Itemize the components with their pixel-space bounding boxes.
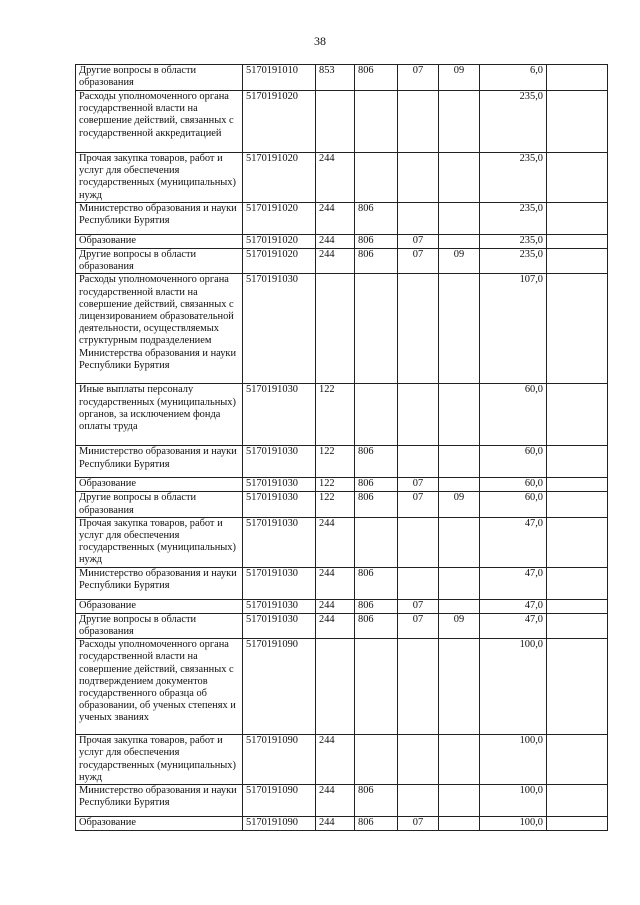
expense-type-cell: 244 bbox=[316, 817, 355, 831]
table-row bbox=[76, 492, 608, 517]
section-code-cell: 07 bbox=[398, 65, 439, 91]
subsection-code-cell bbox=[439, 517, 480, 567]
expense-name-cell: Министерство образования и науки Республики Бурятия bbox=[76, 203, 243, 235]
expense-type-cell: 244 bbox=[316, 235, 355, 249]
amount-cell: 60,0 bbox=[480, 446, 547, 478]
section-code-cell: 07 bbox=[398, 492, 439, 517]
section-code-cell bbox=[398, 785, 439, 817]
empty-cell bbox=[547, 446, 608, 478]
expense-name-cell: Образование bbox=[76, 478, 243, 492]
table-row bbox=[76, 384, 608, 446]
empty-cell bbox=[547, 613, 608, 638]
target-article-cell: 5170191020 bbox=[243, 153, 316, 203]
target-article-cell: 5170191030 bbox=[243, 274, 316, 384]
target-article-cell: 5170191030 bbox=[243, 599, 316, 613]
ministry-code-cell: 806 bbox=[355, 203, 398, 235]
section-code-cell bbox=[398, 274, 439, 384]
table-row bbox=[76, 203, 608, 235]
subsection-code-cell bbox=[439, 599, 480, 613]
expense-type-cell: 853 bbox=[316, 65, 355, 91]
expense-type-cell: 244 bbox=[316, 517, 355, 567]
target-article-cell: 5170191030 bbox=[243, 517, 316, 567]
table-row bbox=[76, 735, 608, 785]
target-article-cell: 5170191030 bbox=[243, 384, 316, 446]
section-code-cell bbox=[398, 153, 439, 203]
subsection-code-cell: 09 bbox=[439, 249, 480, 274]
expense-type-cell: 122 bbox=[316, 446, 355, 478]
table-row bbox=[76, 478, 608, 492]
subsection-code-cell bbox=[439, 735, 480, 785]
ministry-code-cell: 806 bbox=[355, 567, 398, 599]
section-code-cell bbox=[398, 446, 439, 478]
subsection-code-cell bbox=[439, 817, 480, 831]
table-row bbox=[76, 817, 608, 831]
amount-cell: 60,0 bbox=[480, 492, 547, 517]
expense-name-cell: Образование bbox=[76, 817, 243, 831]
expense-type-cell bbox=[316, 274, 355, 384]
target-article-cell: 5170191010 bbox=[243, 65, 316, 91]
target-article-cell: 5170191020 bbox=[243, 91, 316, 153]
expense-name-cell: Министерство образования и науки Республики Бурятия bbox=[76, 446, 243, 478]
empty-cell bbox=[547, 249, 608, 274]
subsection-code-cell bbox=[439, 446, 480, 478]
ministry-code-cell: 806 bbox=[355, 235, 398, 249]
target-article-cell: 5170191030 bbox=[243, 613, 316, 638]
target-article-cell: 5170191030 bbox=[243, 567, 316, 599]
ministry-code-cell bbox=[355, 384, 398, 446]
target-article-cell: 5170191030 bbox=[243, 478, 316, 492]
amount-cell: 100,0 bbox=[480, 817, 547, 831]
amount-cell: 100,0 bbox=[480, 735, 547, 785]
subsection-code-cell bbox=[439, 274, 480, 384]
amount-cell: 6,0 bbox=[480, 65, 547, 91]
expense-type-cell: 244 bbox=[316, 153, 355, 203]
ministry-code-cell: 806 bbox=[355, 492, 398, 517]
target-article-cell: 5170191020 bbox=[243, 249, 316, 274]
expense-name-cell: Расходы уполномоченного органа государственной власти на совершение действий, связанных с государственной аккредитацией bbox=[76, 91, 243, 153]
table-row bbox=[76, 249, 608, 274]
empty-cell bbox=[547, 235, 608, 249]
expense-name-cell: Расходы уполномоченного органа государственной власти на совершение действий, связанных с подтверждением документов государственного образца об образовании, об ученых степенях и ученых званиях bbox=[76, 639, 243, 735]
table-row bbox=[76, 91, 608, 153]
subsection-code-cell: 09 bbox=[439, 65, 480, 91]
expense-name-cell: Прочая закупка товаров, работ и услуг для обеспечения государственных (муниципальных) нужд bbox=[76, 517, 243, 567]
amount-cell: 47,0 bbox=[480, 517, 547, 567]
target-article-cell: 5170191090 bbox=[243, 817, 316, 831]
amount-cell: 60,0 bbox=[480, 384, 547, 446]
expense-name-cell: Другие вопросы в области образования bbox=[76, 249, 243, 274]
ministry-code-cell: 806 bbox=[355, 478, 398, 492]
expense-type-cell: 244 bbox=[316, 599, 355, 613]
section-code-cell bbox=[398, 517, 439, 567]
ministry-code-cell bbox=[355, 517, 398, 567]
section-code-cell bbox=[398, 567, 439, 599]
empty-cell bbox=[547, 203, 608, 235]
table-row bbox=[76, 599, 608, 613]
ministry-code-cell bbox=[355, 735, 398, 785]
target-article-cell: 5170191030 bbox=[243, 492, 316, 517]
expense-type-cell bbox=[316, 91, 355, 153]
subsection-code-cell bbox=[439, 639, 480, 735]
subsection-code-cell bbox=[439, 384, 480, 446]
amount-cell: 107,0 bbox=[480, 274, 547, 384]
section-code-cell bbox=[398, 91, 439, 153]
amount-cell: 100,0 bbox=[480, 785, 547, 817]
subsection-code-cell bbox=[439, 203, 480, 235]
section-code-cell bbox=[398, 639, 439, 735]
table-row bbox=[76, 235, 608, 249]
target-article-cell: 5170191020 bbox=[243, 203, 316, 235]
budget-table bbox=[75, 64, 608, 831]
ministry-code-cell: 806 bbox=[355, 249, 398, 274]
expense-type-cell: 244 bbox=[316, 735, 355, 785]
amount-cell: 235,0 bbox=[480, 203, 547, 235]
expense-name-cell: Другие вопросы в области образования bbox=[76, 613, 243, 638]
subsection-code-cell bbox=[439, 91, 480, 153]
target-article-cell: 5170191090 bbox=[243, 639, 316, 735]
empty-cell bbox=[547, 817, 608, 831]
empty-cell bbox=[547, 478, 608, 492]
ministry-code-cell: 806 bbox=[355, 599, 398, 613]
expense-name-cell: Образование bbox=[76, 599, 243, 613]
empty-cell bbox=[547, 492, 608, 517]
target-article-cell: 5170191090 bbox=[243, 785, 316, 817]
expense-name-cell: Иные выплаты персоналу государственных (муниципальных) органов, за исключением фонда оплаты труда bbox=[76, 384, 243, 446]
table-row bbox=[76, 517, 608, 567]
subsection-code-cell bbox=[439, 235, 480, 249]
subsection-code-cell: 09 bbox=[439, 613, 480, 638]
ministry-code-cell: 806 bbox=[355, 65, 398, 91]
subsection-code-cell: 09 bbox=[439, 492, 480, 517]
target-article-cell: 5170191030 bbox=[243, 446, 316, 478]
empty-cell bbox=[547, 517, 608, 567]
section-code-cell bbox=[398, 384, 439, 446]
section-code-cell bbox=[398, 203, 439, 235]
table-row bbox=[76, 785, 608, 817]
subsection-code-cell bbox=[439, 785, 480, 817]
expense-type-cell: 122 bbox=[316, 384, 355, 446]
expense-type-cell: 244 bbox=[316, 203, 355, 235]
expense-name-cell: Другие вопросы в области образования bbox=[76, 492, 243, 517]
ministry-code-cell bbox=[355, 153, 398, 203]
empty-cell bbox=[547, 274, 608, 384]
ministry-code-cell bbox=[355, 91, 398, 153]
amount-cell: 47,0 bbox=[480, 613, 547, 638]
budget-table-body bbox=[76, 65, 608, 831]
expense-type-cell: 244 bbox=[316, 613, 355, 638]
expense-type-cell: 244 bbox=[316, 785, 355, 817]
expense-type-cell: 244 bbox=[316, 567, 355, 599]
amount-cell: 60,0 bbox=[480, 478, 547, 492]
table-row bbox=[76, 65, 608, 91]
empty-cell bbox=[547, 639, 608, 735]
table-row bbox=[76, 446, 608, 478]
ministry-code-cell bbox=[355, 639, 398, 735]
section-code-cell: 07 bbox=[398, 478, 439, 492]
subsection-code-cell bbox=[439, 153, 480, 203]
subsection-code-cell bbox=[439, 567, 480, 599]
table-row bbox=[76, 153, 608, 203]
target-article-cell: 5170191020 bbox=[243, 235, 316, 249]
expense-name-cell: Другие вопросы в области образования bbox=[76, 65, 243, 91]
ministry-code-cell: 806 bbox=[355, 446, 398, 478]
empty-cell bbox=[547, 153, 608, 203]
amount-cell: 47,0 bbox=[480, 567, 547, 599]
ministry-code-cell bbox=[355, 274, 398, 384]
expense-type-cell: 122 bbox=[316, 478, 355, 492]
section-code-cell: 07 bbox=[398, 817, 439, 831]
empty-cell bbox=[547, 65, 608, 91]
empty-cell bbox=[547, 91, 608, 153]
expense-type-cell: 122 bbox=[316, 492, 355, 517]
expense-name-cell: Расходы уполномоченного органа государственной власти на совершение действий, связанных с лицензированием образовательной деятельности, осуществляемых структурным подразделением Министерства образования и науки Республики Бурятия bbox=[76, 274, 243, 384]
amount-cell: 235,0 bbox=[480, 235, 547, 249]
amount-cell: 235,0 bbox=[480, 91, 547, 153]
section-code-cell: 07 bbox=[398, 613, 439, 638]
page-number: 38 bbox=[314, 34, 326, 48]
empty-cell bbox=[547, 735, 608, 785]
expense-name-cell: Прочая закупка товаров, работ и услуг для обеспечения государственных (муниципальных) нужд bbox=[76, 735, 243, 785]
section-code-cell: 07 bbox=[398, 249, 439, 274]
target-article-cell: 5170191090 bbox=[243, 735, 316, 785]
amount-cell: 235,0 bbox=[480, 153, 547, 203]
ministry-code-cell: 806 bbox=[355, 817, 398, 831]
table-row bbox=[76, 274, 608, 384]
expense-type-cell: 244 bbox=[316, 249, 355, 274]
ministry-code-cell: 806 bbox=[355, 613, 398, 638]
amount-cell: 235,0 bbox=[480, 249, 547, 274]
expense-name-cell: Прочая закупка товаров, работ и услуг для обеспечения государственных (муниципальных) нужд bbox=[76, 153, 243, 203]
amount-cell: 47,0 bbox=[480, 599, 547, 613]
empty-cell bbox=[547, 599, 608, 613]
section-code-cell: 07 bbox=[398, 599, 439, 613]
table-row bbox=[76, 567, 608, 599]
table-row bbox=[76, 613, 608, 638]
table-row bbox=[76, 639, 608, 735]
empty-cell bbox=[547, 567, 608, 599]
expense-type-cell bbox=[316, 639, 355, 735]
section-code-cell bbox=[398, 735, 439, 785]
expense-name-cell: Министерство образования и науки Республики Бурятия bbox=[76, 785, 243, 817]
amount-cell: 100,0 bbox=[480, 639, 547, 735]
expense-name-cell: Министерство образования и науки Республики Бурятия bbox=[76, 567, 243, 599]
empty-cell bbox=[547, 384, 608, 446]
ministry-code-cell: 806 bbox=[355, 785, 398, 817]
section-code-cell: 07 bbox=[398, 235, 439, 249]
expense-name-cell: Образование bbox=[76, 235, 243, 249]
subsection-code-cell bbox=[439, 478, 480, 492]
empty-cell bbox=[547, 785, 608, 817]
